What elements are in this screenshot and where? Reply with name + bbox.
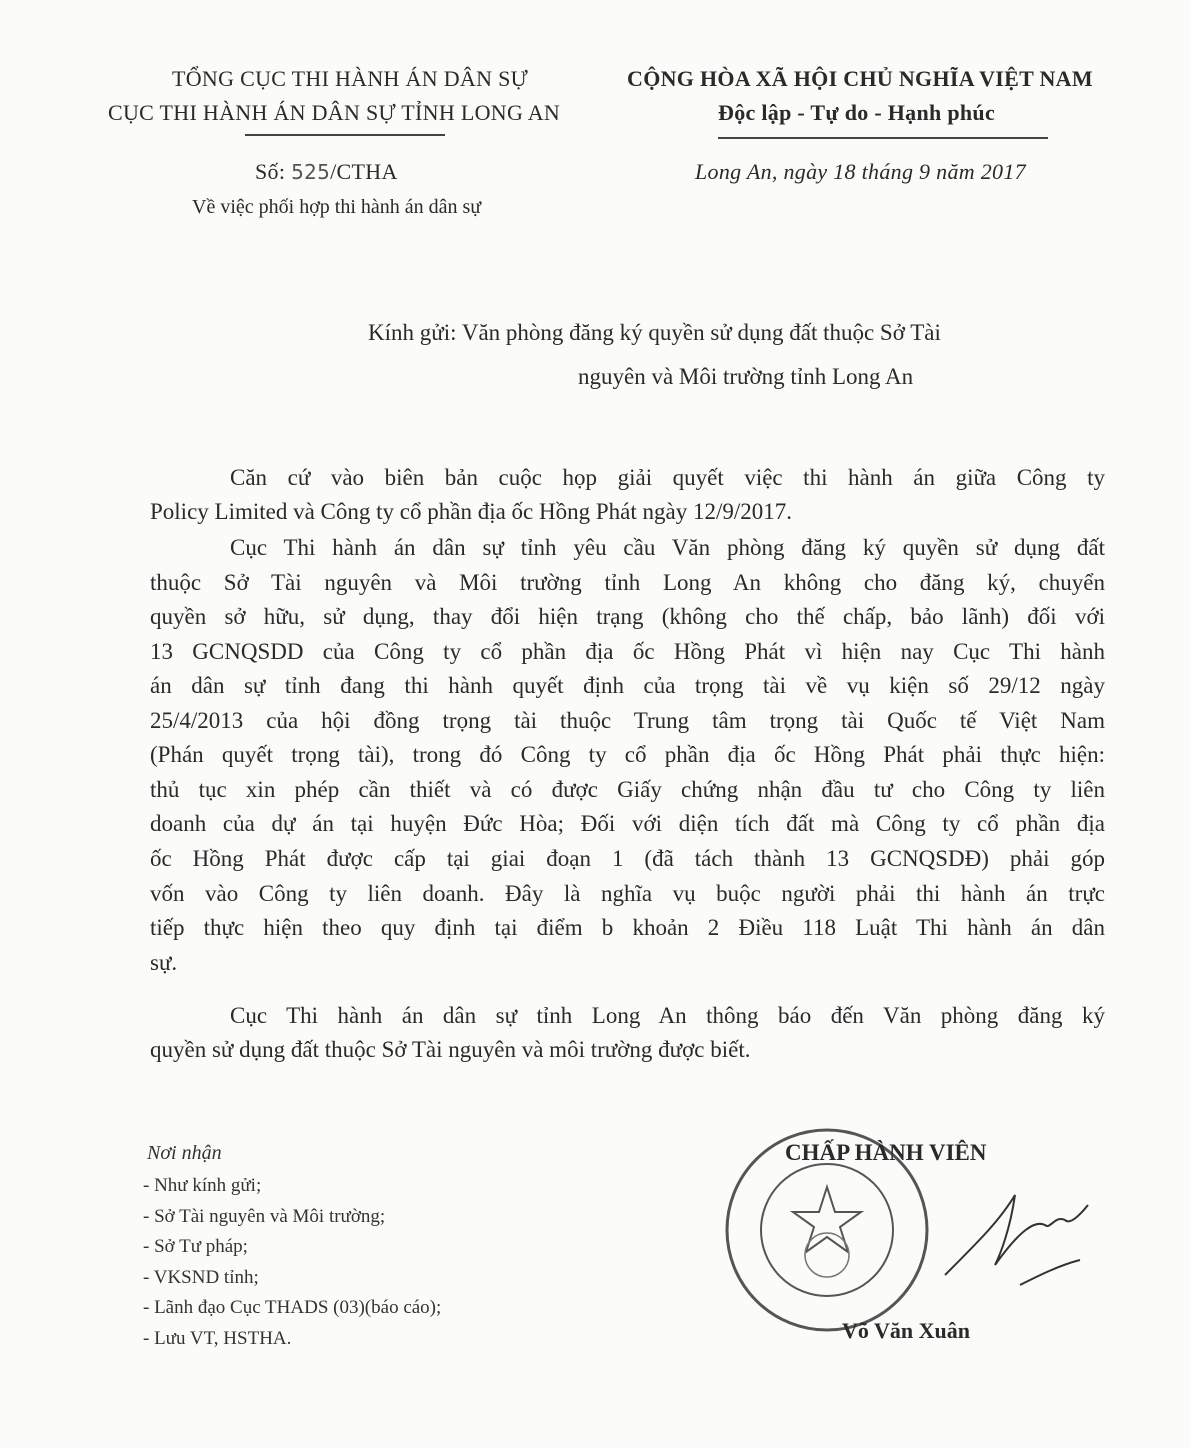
recipient-line-2: nguyên và Môi trường tỉnh Long An [578,364,914,389]
body-line: (Phán quyết trọng tài), trong đó Công ty cổ phần địa ốc Hồng Phát phải thực hiện: [150,742,1105,768]
number-suffix: /CTHA [330,159,398,184]
recipient-item: - Như kính gửi; [143,1175,262,1196]
recipient-item: - Lãnh đạo Cục THADS (03)(báo cáo); [143,1297,442,1318]
recipient-item: - Sở Tài nguyên và Môi trường; [143,1205,386,1227]
place-date: Long An, ngày 18 tháng 9 năm 2017 [695,159,1026,184]
subject: Về việc phối hợp thi hành án dân sự [192,196,482,218]
recipient-item: - Sở Tư pháp; [143,1236,248,1257]
agency-parent: TỔNG CỤC THI HÀNH ÁN DÂN SỰ [172,66,528,91]
body-line: vốn vào Công ty liên doanh. Đây là nghĩa vụ buộc người phải thi hành án trực [150,880,1105,906]
body-line: tiếp thực hiện theo quy định tại điểm b khoản 2 Điều 118 Luật Thi hành án dân [150,915,1105,941]
document-number [255,159,398,185]
signer-name: Võ Văn Xuân [842,1318,970,1343]
body-line: 25/4/2013 của hội đồng trọng tài thuộc Trung tâm trọng tài Quốc tế Việt Nam [150,707,1105,733]
agency-name: CỤC THI HÀNH ÁN DÂN SỰ TỈNH LONG AN [108,100,561,125]
body-line: Cục Thi hành án dân sự tỉnh yêu cầu Văn phòng đăng ký quyền sử dụng đất [230,535,1105,560]
body-line: 13 GCNQSDD của Công ty cổ phần địa ốc Hồng Phát vì hiện nay Cục Thi hành [150,638,1105,664]
number-label: Số: [255,159,286,184]
motto: Độc lập - Tự do - Hạnh phúc [718,100,996,125]
recipient-line-1: Kính gửi: Văn phòng đăng ký quyền sử dụng đất thuộc Sở Tài [368,320,941,345]
body-line: thủ tục xin phép cần thiết và có được Giấy chứng nhận đầu tư cho Công ty liên [150,776,1105,802]
body-line: quyền sở hữu, sử dụng, thay đổi hiện trạng (không cho thế chấp, bảo lãnh) đối với [150,604,1105,630]
body-line: ốc Hồng Phát được cấp tại giai đoạn 1 (đã tách thành 13 GCNQSDĐ) phải góp [150,845,1105,871]
body-line: doanh của dự án tại huyện Đức Hòa; Đối với diện tích đất mà Công ty cổ phần địa [150,811,1105,837]
recipient-item: - Lưu VT, HSTHA. [143,1327,292,1349]
body-line: thuộc Sở Tài nguyên và Môi trường tỉnh Long An không cho đăng ký, chuyển [150,569,1105,595]
body-line: Căn cứ vào biên bản cuộc họp giải quyết việc thi hành án giữa Công ty [230,465,1105,490]
agency-underline [245,134,445,136]
recipients-title: Nơi nhận [147,1142,222,1164]
signature-mark [940,1180,1090,1290]
body-line: sự. [150,949,178,975]
signer-title: CHẤP HÀNH VIÊN [785,1140,987,1165]
handwritten-number: 525 [291,160,331,184]
motto-underline [718,137,1048,139]
body-line: án dân sự tỉnh đang thi hành quyết định của trọng tài về vụ kiện số 29/12 ngày [150,673,1105,699]
country-name: CỘNG HÒA XÃ HỘI CHỦ NGHĨA VIỆT NAM [627,66,1093,91]
recipient-item: - VKSND tỉnh; [143,1266,259,1288]
body-line: quyền sử dụng đất thuộc Sở Tài nguyên và môi trường được biết. [150,1037,751,1062]
body-line: Cục Thi hành án dân sự tỉnh Long An thông báo đến Văn phòng đăng ký [230,1003,1105,1028]
body-line: Policy Limited và Công ty cổ phần địa ốc Hồng Phát ngày 12/9/2017. [150,499,793,524]
